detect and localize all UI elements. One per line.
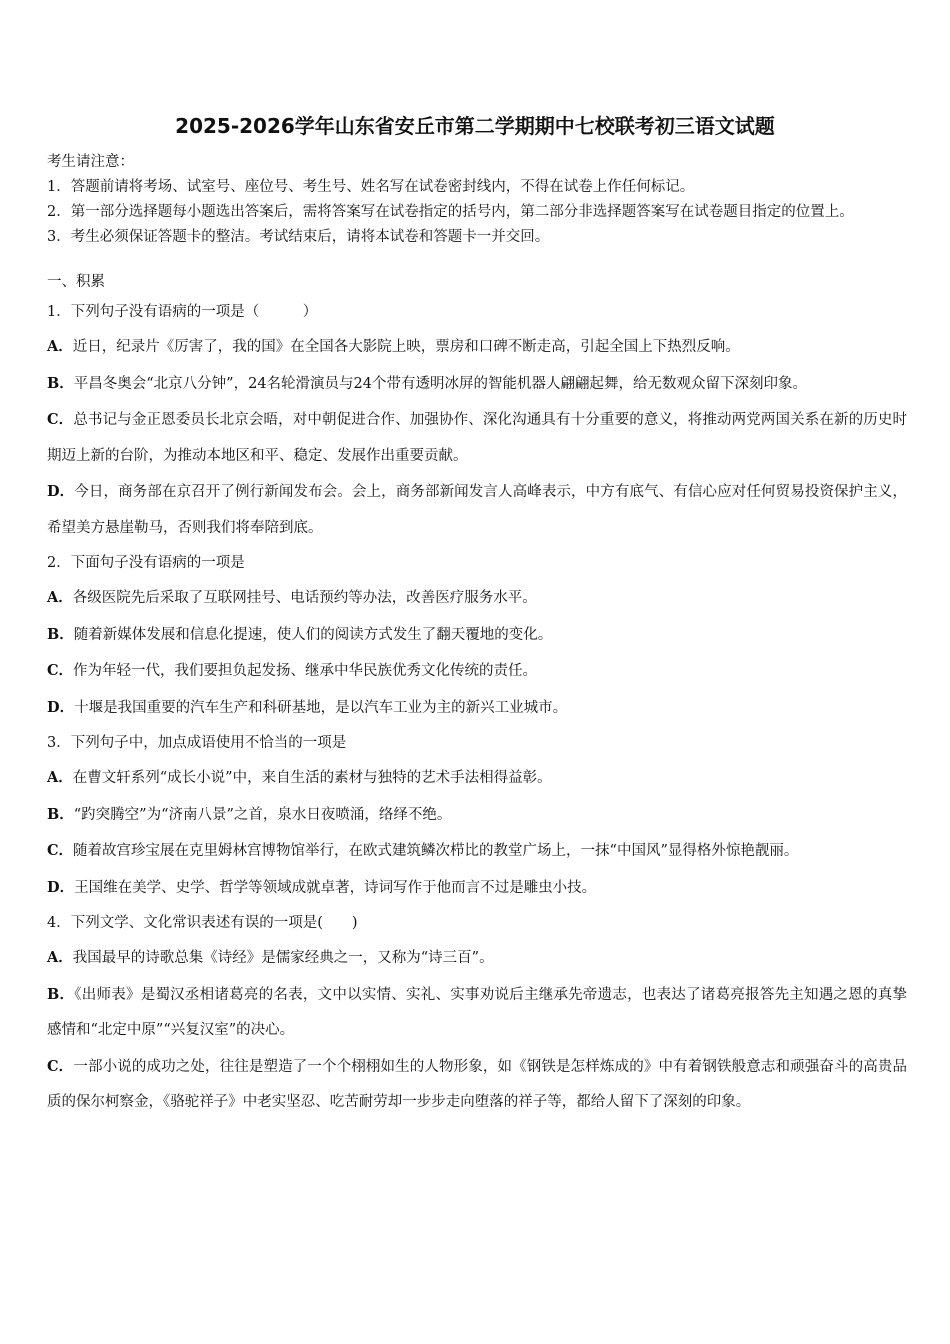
option-text: 十堰是我国重要的汽车生产和科研基地，是以汽车工业为主的新兴工业城市。 xyxy=(74,699,568,716)
question-stem: 4．下列文学、文化常识表述有误的一项是( ) xyxy=(47,915,358,931)
option-c xyxy=(47,1049,907,1121)
question-stem: 3．下列句子中，加点成语使用不恰当的一项是 xyxy=(47,735,347,751)
option-letter: C． xyxy=(47,1057,74,1075)
option-text: 作为年轻一代，我们要担负起发扬、继承中华民族优秀文化传统的责任。 xyxy=(73,663,538,679)
option-letter: D． xyxy=(47,878,75,896)
question-2 xyxy=(47,546,907,726)
option-text: 我国最早的诗歌总集《诗经》是儒家经典之一，又称为“诗三百”。 xyxy=(72,950,494,966)
exam-content xyxy=(47,150,907,1121)
section-heading: 一、积累 xyxy=(47,274,105,290)
option-letter: D． xyxy=(47,483,75,500)
option-c xyxy=(47,402,907,474)
option-c xyxy=(47,653,907,690)
notice-item: 2．第一部分选择题每小题选出答案后，需将答案写在试卷指定的括号内，第二部分非选择题答案写在试卷题目指定的位置上。 xyxy=(47,204,854,220)
notice-item: 3．考生必须保证答题卡的整洁。考试结束后，请将本试卷和答题卡一并交回。 xyxy=(47,229,550,245)
option-b xyxy=(47,617,907,654)
option-b xyxy=(47,977,907,1049)
option-letter: C． xyxy=(47,411,74,428)
option-d xyxy=(47,474,907,546)
option-letter: C． xyxy=(47,842,74,859)
option-text: 总书记与金正恩委员长北京会晤，对中朝促进合作、加强协作、深化沟通具有十分重要的意义，将推动两党两国关系在新的历史时期迈上新的台阶，为推动本地区和平、稳定、发展作出重要贡献。 xyxy=(47,412,908,464)
option-a xyxy=(47,329,907,366)
option-letter: C． xyxy=(47,662,74,679)
exam-title: 2025-2026学年山东省安丘市第二学期期中七校联考初三语文试题 xyxy=(175,114,775,138)
option-letter: A． xyxy=(47,949,73,966)
question-stem: 1．下列句子没有语病的一项是（ ） xyxy=(47,304,318,320)
option-letter: B． xyxy=(47,625,74,643)
option-letter: B． xyxy=(47,805,74,823)
option-letter: B． xyxy=(47,985,75,1003)
option-d xyxy=(47,690,907,727)
notice-block xyxy=(47,150,907,250)
option-d xyxy=(47,870,907,907)
option-text: 今日，商务部在京召开了例行新闻发布会。会上，商务部新闻发言人高峰表示，中方有底气、有信心应对任何贸易投资保护主义，希望美方悬崖勒马，否则我们将奉陪到底。 xyxy=(47,484,907,536)
option-a xyxy=(47,760,907,797)
option-letter: A． xyxy=(47,769,73,786)
option-text: 王国维在美学、史学、哲学等领域成就卓著，诗词写作于他而言不过是雕虫小技。 xyxy=(74,879,597,896)
option-text: 《出师表》是蜀汉丞相诸葛亮的名表，文中以实情、实礼、实事劝说后主继承先帝遗志，也表达了诸葛亮报答先主知遇之恩的真挚感情和“北定中原”“兴复汉室”的决心。 xyxy=(47,986,907,1038)
option-letter: D． xyxy=(47,698,75,716)
option-text: 一部小说的成功之处，往往是塑造了一个个栩栩如生的人物形象，如《钢铁是怎样炼成的》中有着钢铁般意志和顽强奋斗的高贵品质的保尔柯察金，《骆驼祥子》中老实坚忍、吃苦耐劳却一步步走向堕落的祥子等，都给人留下了深刻的印象。 xyxy=(47,1058,908,1110)
option-b xyxy=(47,797,907,834)
question-1 xyxy=(47,295,907,546)
option-text: 平昌冬奥会“北京八分钟”，24名轮滑演员与24个带有透明冰屏的智能机器人翩翩起舞，给无数观众留下深刻印象。 xyxy=(73,375,807,392)
option-text: 随着故宫珍宝展在克里姆林宫博物馆举行，在欧式建筑鳞次栉比的教堂广场上，一抹“中国风”显得格外惊艳靓丽。 xyxy=(73,843,799,859)
option-c xyxy=(47,833,907,870)
option-letter: B． xyxy=(47,374,74,392)
option-letter: A． xyxy=(47,589,73,606)
option-a xyxy=(47,580,907,617)
option-text: 随着新媒体发展和信息化提速，使人们的阅读方式发生了翻天覆地的变化。 xyxy=(73,626,553,643)
option-text: “趵突腾空”为“济南八景”之首，泉水日夜喷涌，络绎不绝。 xyxy=(73,806,452,823)
option-text: 近日，纪录片《厉害了，我的国》在全国各大影院上映，票房和口碑不断走高，引起全国上下热烈反响。 xyxy=(72,339,740,355)
option-b xyxy=(47,366,907,403)
spacer xyxy=(47,250,907,270)
notice-item: 1．答题前请将考场、试室号、座位号、考生号、姓名写在试卷密封线内，不得在试卷上作任何标记。 xyxy=(47,179,695,195)
question-3 xyxy=(47,726,907,906)
option-text: 各级医院先后采取了互联网挂号、电话预约等办法，改善医疗服务水平。 xyxy=(72,590,537,606)
question-4 xyxy=(47,906,907,1121)
option-text: 在曹文轩系列“成长小说”中，来自生活的素材与独特的艺术手法相得益彰。 xyxy=(72,770,552,786)
question-stem: 2．下面句子没有语病的一项是 xyxy=(47,555,245,571)
option-a xyxy=(47,940,907,977)
notice-heading: 考生请注意： xyxy=(47,154,134,170)
option-letter: A． xyxy=(47,338,73,355)
